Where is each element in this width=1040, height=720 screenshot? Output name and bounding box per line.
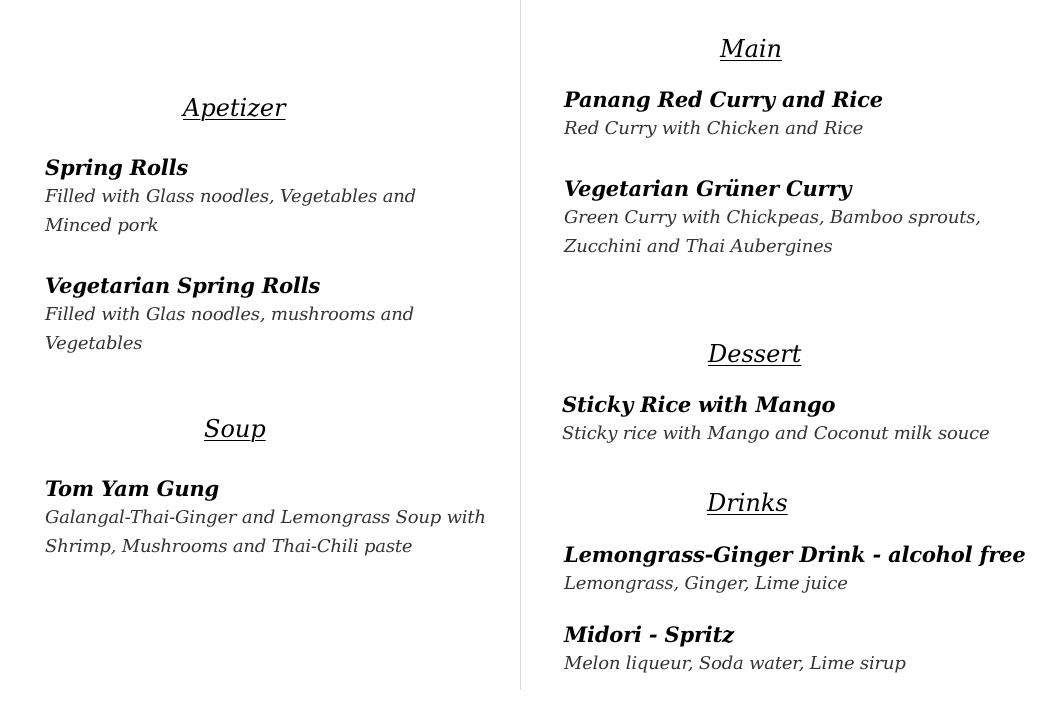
item-name: Sticky Rice with Mango xyxy=(562,392,836,417)
menu-item-panang-red-curry xyxy=(564,86,1034,143)
item-description: Red Curry with Chicken and Rice xyxy=(564,118,864,139)
menu-item-vegetarian-spring-rolls xyxy=(45,272,515,358)
item-description: Filled with Glass noodles, Vegetables and Minced pork xyxy=(45,186,416,236)
section-title-drinks: Drinks xyxy=(707,489,788,517)
section-title-main: Main xyxy=(720,35,783,63)
column-divider xyxy=(520,0,521,690)
menu-item-vegetarian-gruner-curry xyxy=(564,175,1034,261)
menu-item-midori-spritz xyxy=(564,621,1034,678)
item-name: Midori - Spritz xyxy=(564,622,734,647)
section-title-apetizer: Apetizer xyxy=(183,94,286,122)
item-description: Green Curry with Chickpeas, Bamboo sprouts, Zucchini and Thai Aubergines xyxy=(564,207,981,257)
item-description: Filled with Glas noodles, mushrooms and Vegetables xyxy=(45,304,414,354)
item-description: Melon liqueur, Soda water, Lime sirup xyxy=(564,653,906,674)
item-name: Tom Yam Gung xyxy=(45,476,220,501)
item-description: Lemongrass, Ginger, Lime juice xyxy=(564,573,848,594)
item-name: Vegetarian Grüner Curry xyxy=(564,176,852,201)
section-title-dessert: Dessert xyxy=(708,340,802,368)
item-name: Panang Red Curry and Rice xyxy=(564,87,883,112)
item-name: Lemongrass-Ginger Drink - alcohol free xyxy=(564,542,1026,567)
menu-item-tom-yam-gung xyxy=(45,475,515,561)
menu-item-spring-rolls xyxy=(45,154,515,240)
item-description: Sticky rice with Mango and Coconut milk souce xyxy=(562,423,990,444)
item-name: Vegetarian Spring Rolls xyxy=(45,273,321,298)
menu-item-lemongrass-ginger-drink xyxy=(564,541,1034,598)
item-name: Spring Rolls xyxy=(45,155,188,180)
section-title-soup: Soup xyxy=(204,415,266,443)
item-description: Galangal-Thai-Ginger and Lemongrass Soup with Shrimp, Mushrooms and Thai-Chili paste xyxy=(45,507,486,557)
menu-item-sticky-rice xyxy=(562,391,1032,448)
